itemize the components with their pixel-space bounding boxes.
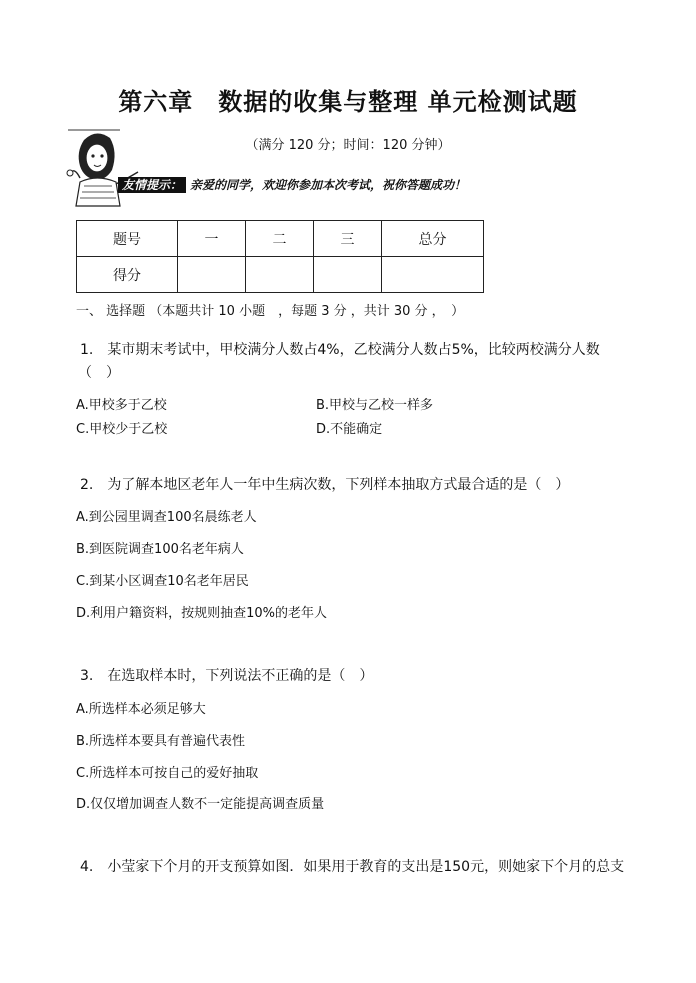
row-label: 得分 (77, 257, 178, 293)
score-cell[interactable] (382, 257, 484, 293)
header-cell: 题号 (77, 221, 178, 257)
header-cell: 总分 (382, 221, 484, 257)
header-cell: 一 (178, 221, 246, 257)
question-2-option-a: A.到公园里调查100名晨练老人 (76, 510, 257, 525)
score-cell[interactable] (314, 257, 382, 293)
question-3-option-d: D.仅仅增加调查人数不一定能提高调查质量 (76, 797, 325, 812)
tip-label: 友情提示： (118, 177, 186, 193)
section-heading: 一、 选择题 （本题共计 10 小题 ，每题 3 分 ，共计 30 分 ， ） (76, 304, 465, 319)
header-cell: 二 (246, 221, 314, 257)
question-3-option-a: A.所选样本必须足够大 (76, 702, 206, 717)
question-3-option-b: B.所选样本要具有普遍代表性 (76, 734, 246, 749)
score-cell[interactable] (246, 257, 314, 293)
question-3-stem: 3. 在选取样本时，下列说法不正确的是（ ） (80, 668, 374, 684)
question-1-stem-cont: （ ） (78, 365, 120, 381)
question-2-option-c: C.到某小区调查10名老年居民 (76, 574, 249, 589)
question-1-stem: 1. 某市期末考试中，甲校满分人数占4%，乙校满分人数占5%，比较两校满分人数 (80, 342, 600, 358)
question-3-option-c: C.所选样本可按自己的爱好抽取 (76, 766, 259, 781)
score-cell[interactable] (178, 257, 246, 293)
score-table (76, 220, 484, 293)
table-row (77, 257, 484, 293)
question-1-option-a: A.甲校多于乙校 (76, 398, 167, 413)
page-title: 第六章 数据的收集与整理 单元检测试题 (118, 87, 578, 116)
question-2-stem: 2. 为了解本地区老年人一年中生病次数，下列样本抽取方式最合适的是（ ） (80, 477, 570, 493)
table-header-row (77, 221, 484, 257)
friendly-tip (118, 176, 466, 193)
question-1-option-d: D.不能确定 (316, 422, 383, 437)
exam-info: （满分 120 分；时间：120 分钟） (245, 138, 451, 153)
teacher-cartoon-icon (62, 126, 182, 208)
question-1-option-c: C.甲校少于乙校 (76, 422, 168, 437)
question-4-stem: 4. 小莹家下个月的开支预算如图．如果用于教育的支出是150元，则她家下个月的总支 (80, 859, 625, 875)
header-cell: 三 (314, 221, 382, 257)
question-1-option-b: B.甲校与乙校一样多 (316, 398, 434, 413)
question-2-option-d: D.利用户籍资料，按规则抽查10%的老年人 (76, 606, 328, 621)
question-2-option-b: B.到医院调查100名老年病人 (76, 542, 244, 557)
tip-text: 亲爱的同学，欢迎你参加本次考试，祝你答题成功！ (190, 178, 467, 192)
